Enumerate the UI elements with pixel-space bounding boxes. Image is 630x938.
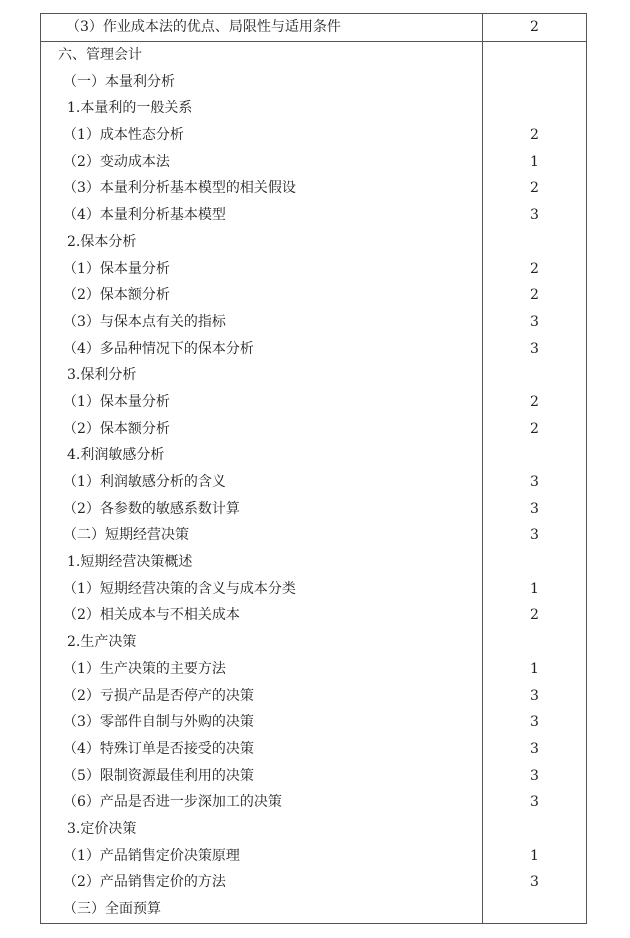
table-row xyxy=(41,69,586,96)
table-row xyxy=(41,416,586,443)
level-cell xyxy=(483,42,586,69)
topic-cell: （2）相关成本与不相关成本 xyxy=(41,602,483,629)
level-cell: 2 xyxy=(530,420,539,437)
table-row xyxy=(41,709,586,736)
table-row xyxy=(41,683,586,710)
topic-cell: 3.定价决策 xyxy=(41,816,483,843)
table-row xyxy=(41,122,586,149)
table-row xyxy=(41,362,586,389)
topic-cell: （1）利润敏感分析的含义 xyxy=(41,469,483,496)
table-row xyxy=(41,522,586,549)
level-cell: 2 xyxy=(530,607,539,624)
table-row xyxy=(41,602,586,629)
syllabus-table xyxy=(40,13,587,924)
level-cell: 3 xyxy=(530,313,539,330)
level-cell xyxy=(483,442,586,469)
table-row xyxy=(41,843,586,870)
table-row xyxy=(41,42,586,69)
level-cell xyxy=(483,69,586,96)
level-cell: 3 xyxy=(530,874,539,891)
topic-cell: （1）产品销售定价决策原理 xyxy=(41,843,483,870)
table-row xyxy=(41,469,586,496)
level-cell xyxy=(483,95,586,122)
table-row xyxy=(41,389,586,416)
topic-cell: （三）全面预算 xyxy=(41,896,483,923)
level-cell xyxy=(483,816,586,843)
topic-cell: （2）变动成本法 xyxy=(41,149,483,176)
topic-cell: （4）特殊订单是否接受的决策 xyxy=(41,736,483,763)
table-row xyxy=(41,763,586,790)
topic-cell: （4）本量利分析基本模型 xyxy=(41,202,483,229)
topic-cell: （5）限制资源最佳利用的决策 xyxy=(41,763,483,790)
table-row xyxy=(41,175,586,202)
table-row xyxy=(41,549,586,576)
table-row xyxy=(41,229,586,256)
topic-cell: （二）短期经营决策 xyxy=(41,522,483,549)
level-cell xyxy=(483,229,586,256)
table-row xyxy=(41,896,586,923)
topic-cell: 1.本量利的一般关系 xyxy=(41,95,483,122)
table-row xyxy=(41,202,586,229)
topic-cell: 2.保本分析 xyxy=(41,229,483,256)
topic-cell: （4）多品种情况下的保本分析 xyxy=(41,336,483,363)
table-row xyxy=(41,309,586,336)
topic-cell: （1）保本量分析 xyxy=(41,256,483,283)
level-cell: 2 xyxy=(530,260,539,277)
level-cell: 2 xyxy=(530,180,539,197)
table-row xyxy=(41,282,586,309)
table-row xyxy=(41,14,586,42)
level-cell: 3 xyxy=(530,794,539,811)
topic-cell: （2）各参数的敏感系数计算 xyxy=(41,496,483,523)
topic-cell: （6）产品是否进一步深加工的决策 xyxy=(41,789,483,816)
level-cell: 1 xyxy=(530,580,539,597)
topic-cell: 2.生产决策 xyxy=(41,629,483,656)
level-cell: 3 xyxy=(530,527,539,544)
level-cell: 3 xyxy=(530,740,539,757)
topic-cell: 4.利润敏感分析 xyxy=(41,442,483,469)
table-row xyxy=(41,256,586,283)
table-row xyxy=(41,789,586,816)
level-cell: 3 xyxy=(530,500,539,517)
table-row xyxy=(41,496,586,523)
table-row xyxy=(41,816,586,843)
level-cell: 3 xyxy=(530,474,539,490)
table-row xyxy=(41,629,586,656)
table-row xyxy=(41,576,586,603)
level-cell: 2 xyxy=(530,19,539,35)
level-cell: 3 xyxy=(530,207,539,224)
topic-cell: （3）本量利分析基本模型的相关假设 xyxy=(41,175,483,202)
topic-cell: （3）零部件自制与外购的决策 xyxy=(41,709,483,736)
level-cell xyxy=(483,896,586,923)
level-cell: 2 xyxy=(530,393,539,410)
topic-cell: （2）产品销售定价的方法 xyxy=(41,869,483,896)
topic-cell: 3.保利分析 xyxy=(41,362,483,389)
level-cell: 3 xyxy=(530,714,539,731)
level-cell xyxy=(483,549,586,576)
topic-cell: 1.短期经营决策概述 xyxy=(41,549,483,576)
table-row xyxy=(41,336,586,363)
topic-cell: （3）与保本点有关的指标 xyxy=(41,309,483,336)
topic-cell: （2）亏损产品是否停产的决策 xyxy=(41,683,483,710)
level-cell xyxy=(483,362,586,389)
topic-cell: （2）保本额分析 xyxy=(41,416,483,443)
topic-cell: （1）成本性态分析 xyxy=(41,122,483,149)
level-cell: 2 xyxy=(530,287,539,304)
table-row xyxy=(41,869,586,896)
level-cell: 1 xyxy=(530,847,539,864)
level-cell xyxy=(483,629,586,656)
table-row xyxy=(41,95,586,122)
topic-cell: （一）本量利分析 xyxy=(41,69,483,96)
level-cell: 3 xyxy=(530,687,539,704)
topic-cell: （1）短期经营决策的含义与成本分类 xyxy=(41,576,483,603)
level-cell: 2 xyxy=(530,127,539,144)
topic-cell: （3）作业成本法的优点、局限性与适用条件 xyxy=(41,14,483,41)
level-cell: 3 xyxy=(530,340,539,357)
topic-cell: 六、管理会计 xyxy=(41,42,483,69)
topic-cell: （1）生产决策的主要方法 xyxy=(41,656,483,683)
table-row xyxy=(41,149,586,176)
table-row xyxy=(41,656,586,683)
table-row xyxy=(41,442,586,469)
table-row xyxy=(41,736,586,763)
level-cell: 3 xyxy=(530,767,539,784)
level-cell: 1 xyxy=(530,153,539,170)
level-cell: 1 xyxy=(530,660,539,677)
topic-cell: （1）保本量分析 xyxy=(41,389,483,416)
topic-cell: （2）保本额分析 xyxy=(41,282,483,309)
